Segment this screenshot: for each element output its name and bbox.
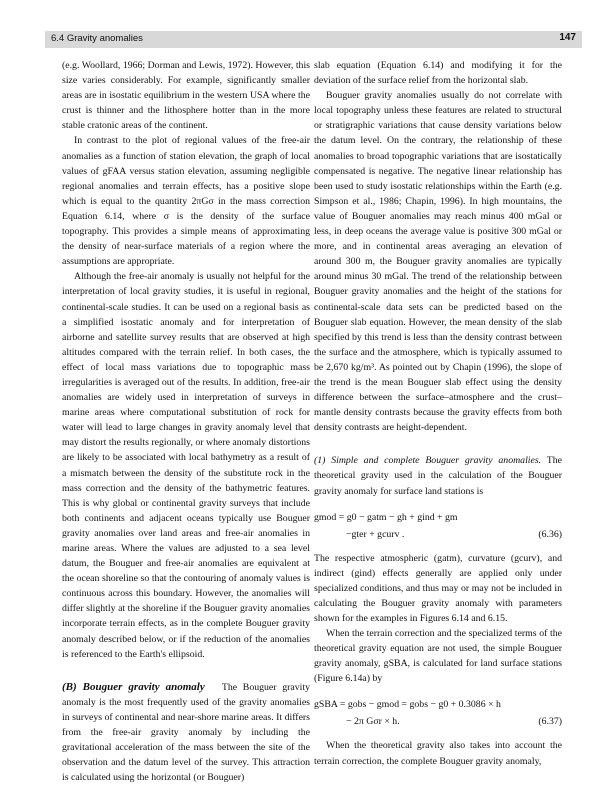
paragraph: Bouguer gravity anomalies usually do not correlate with local topography unless these features are related to structural or stratigraphic variations that cause density variations below the datum level. On the contrary, the relationship of these anomalies to broad topographic variations that are isostatically compensated is negative. The negative linear relationship has been used to study isostatic relationships within the Earth (e.g. Simpson et al., 1986; Chapin, 1996). In high mountains, the value of Bouguer anomalies may reach minus 400 mGal or less, in deep oceans the average value is positive 300 mGal or more, and in continental areas averaging an elevation of around 300 m, the Bouguer gravity anomalies are typically around minus 30 mGal. The trend of the relationship between Bouguer gravity anomalies and the height of the stations for continental-scale data sets can be predicted based on the Bouguer slab equation. However, the mean density of the slab specified by this trend is less than the density contrast between the surface and the atmosphere, which is typically assumed to be 2,670 kg/m³. As pointed out by Chapin (1996), the slope of the trend is the mean Bouguer slab effect using the density difference between the surface–atmosphere and the crust–mantle density contrasts because the gravity effects from both density contrasts are height-dependent.	[314, 90, 562, 434]
equation-text: − 2π Gσr × h.	[346, 716, 400, 728]
paragraph: When the terrain correction and the specialized terms of the theoretical gravity equation are not used, the simple Bouguer gravity anomaly, gSBA, is calculated for land surface stations (Figure 6.14a) by	[314, 628, 562, 685]
equation-number: (6.37)	[538, 716, 562, 728]
paragraph-text: The Bouguer gravity anomaly is the most frequently used of the gravity anomalies in surveys of continental and near-shore marine areas. It differs from the free-air gravity anomaly by including the gravitational acceleration of the mass between the site of the observation and the datum level of the survey. This attraction is calculated using the horizontal (or Bouguer)	[62, 681, 311, 784]
paragraph: The respective atmospheric (gatm), curvature (gcurv), and indirect (gind) effects generally are applied only under specialized conditions, and thus may or may not be included in calculating the Bouguer gravity anomaly with parameters shown for the examples in Figures 6.14 and 6.15.	[314, 552, 562, 624]
equation-line: gSBA = gobs − gmod = gobs − g0 + 0.3086 × h	[314, 699, 501, 711]
running-header	[45, 31, 582, 48]
paragraph-text: The theoretical gravity used in the calculation of the Bouguer gravity anomaly for surface land stations is	[314, 455, 562, 497]
section-title: 6.4 Gravity anomalies	[51, 33, 143, 44]
paragraph: Although the free-air anomaly is usually not helpful for the interpretation of local gravity studies, it is useful in regional, continental-scale studies. It can be used on a regional basis as a simplified isostatic anomaly and for interpretation of airborne and satellite survey results that are observed at high altitudes compared with the terrain relief. In both cases, the effect of local mass variations due to topographic mass irregularities is averaged out of the results. In addition, free-air anomalies are widely used in interpretation of surveys in marine areas where computational substitution of rock for water will lead to large changes in gravity anomaly level that may distort the results regionally, or where anomaly distortions are likely to be associated with local bathymetry as a result of a mismatch between the density of the substitute rock in the mass correction and the density of the bathymetric features. This is why global or continental gravity surveys that include both continents and adjacent oceans typically use Bouguer gravity anomalies over land areas and free-air anomalies in marine areas. Where the values are adjusted to a sea level datum, the Bouguer and free-air anomalies are equivalent at the ocean shoreline so that the contouring of anomaly values is continuous across this boundary. However, the anomalies will differ slightly at the shoreline if the Bouguer gravity anomalies incorporate terrain effects, as in the complete Bouguer gravity anomaly described below, or if the reduction of the anomalies is referenced to the Earth's ellipsoid.	[62, 271, 310, 660]
paragraph: (e.g. Woollard, 1966; Dorman and Lewis, 1972). However, this size varies considerably. For example, significantly smaller areas are in isostatic equilibrium in the western USA where the crust is thinner and the lithosphere hotter than in the more stable cratonic areas of the continent.	[62, 60, 310, 132]
page-number: 147	[559, 32, 576, 43]
equation-line	[314, 713, 562, 730]
right-column	[314, 58, 562, 769]
equation-number: (6.36)	[538, 528, 562, 540]
equation-line: gmod = g0 − gatm − gh + gind + gm	[314, 511, 458, 523]
equation-6-37	[314, 696, 562, 730]
section-b-paragraph	[62, 680, 310, 786]
left-column	[62, 58, 310, 785]
equation-line	[314, 526, 562, 543]
paragraph: When the theoretical gravity also takes into account the terrain correction, the complete Bouguer gravity anomaly,	[314, 740, 562, 767]
paragraph: slab equation (Equation 6.14) and modifying it for the deviation of the surface relief from the horizontal slab.	[314, 60, 562, 87]
section-heading: (B) Bouguer gravity anomaly	[62, 680, 205, 693]
equation-text: −gter + gcurv .	[346, 528, 405, 540]
subsection-title: (1) Simple and complete Bouguer gravity anomalies.	[314, 455, 542, 467]
equation-6-36	[314, 509, 562, 543]
subsection-heading	[314, 453, 562, 498]
paragraph: In contrast to the plot of regional values of the free-air anomalies as a function of station elevation, the graph of local values of gFAA versus station elevation, assuming negligible regional anomalies and terrain effects, has a positive slope which is equal to the quantity 2πGσ in the mass correction Equation 6.14, where σ is the density of the surface topography. This provides a simple means of approximating the density of near-surface materials of a region where the assumptions are appropriate.	[62, 135, 310, 268]
